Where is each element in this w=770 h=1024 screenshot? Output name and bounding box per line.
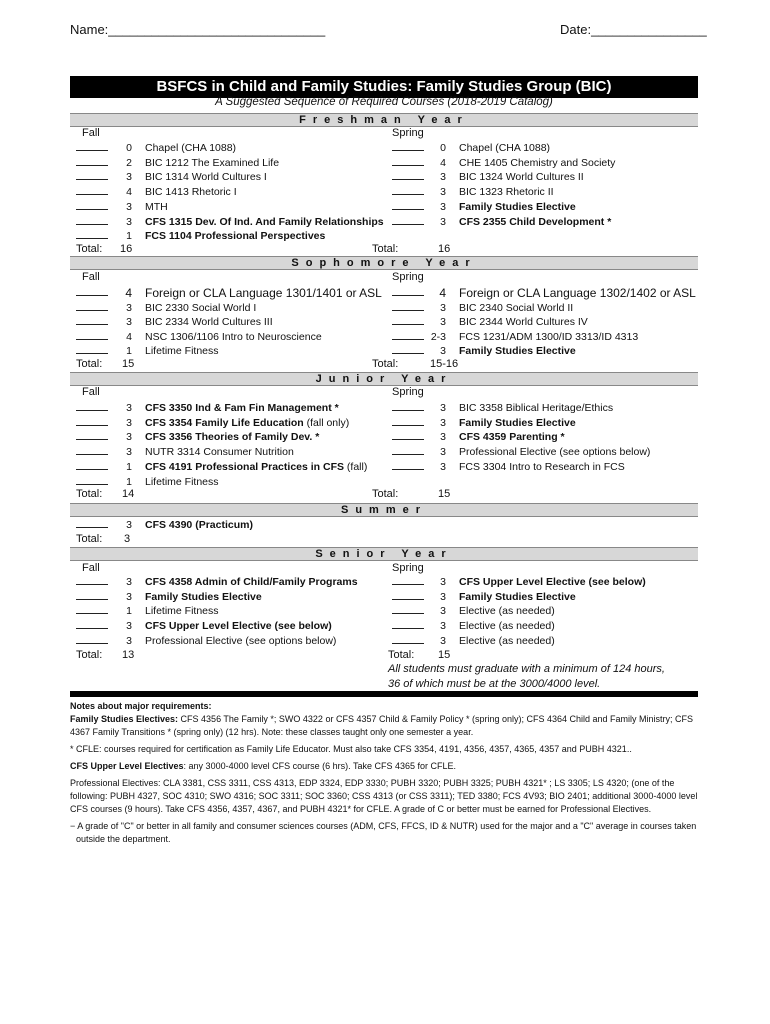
date-field[interactable]: Date:________________ bbox=[560, 22, 707, 37]
course-title: CFS 1315 Dev. Of Ind. And Family Relationships bbox=[145, 215, 384, 228]
course-hours: 3 bbox=[126, 576, 132, 588]
course-row bbox=[0, 185, 700, 199]
course-title: Family Studies Elective bbox=[459, 590, 576, 603]
course-name bbox=[459, 634, 555, 648]
course-title: Elective (as needed) bbox=[459, 605, 555, 618]
junior-spring-label: Spring bbox=[392, 386, 424, 398]
course-row bbox=[0, 401, 700, 415]
sophomore-fall-total-label: Total: bbox=[76, 358, 103, 370]
course-hours: 3 bbox=[440, 620, 446, 633]
course-name bbox=[459, 575, 646, 589]
senior-spring-total: 15 bbox=[438, 649, 451, 661]
course-title: BIC 2334 World Cultures III bbox=[145, 316, 273, 328]
course-hours: 3 bbox=[440, 345, 446, 357]
course-hours: 3 bbox=[440, 402, 446, 414]
course-name bbox=[459, 185, 554, 199]
course-hours: 3 bbox=[126, 446, 132, 459]
course-title: BIC 1212 The Examined Life bbox=[145, 156, 280, 169]
freshman-spring-label: Spring bbox=[392, 127, 424, 139]
course-name bbox=[459, 286, 696, 300]
course-name bbox=[459, 156, 615, 170]
course-name bbox=[459, 215, 611, 229]
course-hours: 3 bbox=[440, 186, 446, 199]
course-row bbox=[0, 575, 700, 589]
course-note: (fall) bbox=[344, 460, 368, 473]
course-hours: 3 bbox=[126, 590, 132, 603]
course-name: CFS 4390 (Practicum) bbox=[145, 519, 253, 531]
upper-text: : any 3000-4000 level CFS course (6 hrs). Take CFS 4365 for CFLE. bbox=[183, 761, 457, 771]
course-hours: 3 bbox=[126, 301, 132, 314]
senior-fall-label: Fall bbox=[82, 562, 100, 574]
course-title: Family Studies Elective bbox=[459, 200, 576, 213]
upper-label: CFS Upper Level Electives bbox=[70, 761, 184, 771]
course-hours: 3 bbox=[440, 171, 446, 184]
course-hours: 2 bbox=[126, 156, 132, 169]
course-name bbox=[459, 170, 584, 184]
course-row bbox=[0, 141, 700, 155]
course-hours: 3 bbox=[126, 215, 132, 228]
course-note: (fall only) bbox=[303, 416, 350, 429]
course-hours: 0 bbox=[126, 142, 132, 154]
course-hours: 3 bbox=[126, 620, 132, 633]
course-title: Family Studies Elective bbox=[459, 416, 576, 429]
course-title: NSC 1306/1106 Intro to Neuroscience bbox=[145, 330, 322, 343]
course-title: CFS 3350 Ind & Fam Fin Management * bbox=[145, 402, 339, 414]
course-title: BIC 3358 Biblical Heritage/Ethics bbox=[459, 402, 614, 414]
course-title: Family Studies Elective bbox=[145, 590, 262, 603]
course-title: NUTR 3314 Consumer Nutrition bbox=[145, 446, 294, 459]
course-hours: 3 bbox=[126, 431, 132, 444]
course-row bbox=[0, 156, 700, 170]
course-row bbox=[0, 170, 700, 184]
course-hours: 1 bbox=[126, 345, 132, 357]
course-title: Chapel (CHA 1088) bbox=[459, 142, 551, 154]
course-title: Lifetime Fitness bbox=[145, 345, 219, 357]
course-name bbox=[459, 445, 650, 459]
freshman-year-bar: Freshman Year bbox=[70, 113, 698, 127]
course-title: FCS 3304 Intro to Research in FCS bbox=[459, 460, 625, 473]
course-name bbox=[459, 200, 576, 214]
sophomore-fall-total: 15 bbox=[122, 358, 135, 370]
course-name bbox=[459, 590, 576, 604]
course-name bbox=[459, 416, 576, 430]
course-row bbox=[0, 215, 700, 229]
senior-spring-label: Spring bbox=[392, 562, 424, 574]
sophomore-fall-label: Fall bbox=[82, 271, 100, 283]
course-hours: 1 bbox=[126, 605, 132, 618]
course-title: BIC 1324 World Cultures II bbox=[459, 171, 584, 184]
course-title: CFS Upper Level Elective (see below) bbox=[145, 620, 332, 633]
course-hours: 4 bbox=[439, 286, 446, 300]
course-title: Foreign or CLA Language 1302/1402 or ASL bbox=[459, 286, 696, 300]
course-hours: 0 bbox=[440, 142, 446, 154]
course-row bbox=[0, 315, 700, 329]
course-hours: 3 bbox=[126, 634, 132, 647]
summer-row bbox=[0, 518, 400, 532]
senior-fall-total-label: Total: bbox=[76, 649, 103, 661]
sophomore-spring-total-label: Total: bbox=[372, 358, 399, 370]
course-name bbox=[459, 141, 550, 155]
grade-note: − A grade of "C" or better in all family and consumer sciences courses (ADM, CFS, FFCS, ID & NUTR) used for the major and a "C" average in courses taken outside the department. bbox=[70, 821, 697, 844]
junior-fall-label: Fall bbox=[82, 386, 100, 398]
course-title: BIC 2340 Social World II bbox=[459, 301, 574, 314]
course-title: CFS 3354 Family Life Education bbox=[145, 416, 304, 429]
course-title: CFS 4359 Parenting * bbox=[459, 431, 565, 444]
course-hours: 3 bbox=[440, 301, 446, 314]
junior-spring-total: 15 bbox=[438, 488, 451, 500]
course-row bbox=[0, 286, 700, 300]
freshman-spring-total: 16 bbox=[438, 243, 451, 255]
course-title: Family Studies Elective bbox=[459, 345, 576, 357]
cfle-note: * CFLE: courses required for certification as Family Life Educator. Must also take CFS 3354, 4191, 4356, 4357, 4365, 4357 and PUBH 4321.. bbox=[70, 744, 632, 754]
course-title: Lifetime Fitness bbox=[145, 475, 219, 488]
sophomore-spring-total: 15-16 bbox=[430, 358, 459, 370]
graduation-note-line1: All students must graduate with a minimum of 124 hours, bbox=[388, 663, 665, 675]
fs-text: CFS 4356 The Family *; SWO 4322 or CFS 4357 Child & Family Policy * (spring only); CFS 4364 Child and Family Ministry; CFS 4367 Family Transitions * (spring only) (12 hrs). Note: these classes taught only one semester a year. bbox=[70, 714, 694, 737]
freshman-fall-label: Fall bbox=[82, 127, 100, 139]
freshman-spring-total-label: Total: bbox=[372, 243, 399, 255]
course-title: Foreign or CLA Language 1301/1401 or ASL bbox=[145, 286, 382, 300]
course-hours: 4 bbox=[126, 330, 132, 343]
junior-year-bar: Junior Year bbox=[70, 372, 698, 386]
course-name bbox=[145, 229, 325, 243]
junior-spring-total-label: Total: bbox=[372, 488, 399, 500]
course-row bbox=[0, 475, 388, 489]
grade-blank[interactable] bbox=[76, 229, 108, 239]
course-hours: 3 bbox=[440, 215, 446, 228]
course-hours: 3 bbox=[126, 402, 132, 414]
course-title: Elective (as needed) bbox=[459, 620, 555, 633]
notes-heading: Notes about major requirements: bbox=[70, 701, 212, 711]
grade-blank[interactable] bbox=[76, 475, 108, 485]
course-hours: 4 bbox=[440, 156, 446, 169]
course-row bbox=[0, 416, 700, 430]
course-row bbox=[0, 460, 700, 474]
course-hours: 3 bbox=[126, 519, 132, 531]
course-title: Professional Elective (see options below) bbox=[145, 634, 337, 647]
course-row bbox=[0, 604, 700, 618]
course-hours: 3 bbox=[440, 416, 446, 429]
name-field[interactable]: Name:______________________________ bbox=[70, 22, 326, 37]
summer-bar: Summer bbox=[70, 503, 698, 517]
junior-fall-total: 14 bbox=[122, 488, 135, 500]
course-title: BIC 2330 Social World I bbox=[145, 301, 257, 314]
course-title: Elective (as needed) bbox=[459, 634, 555, 647]
course-row bbox=[0, 445, 700, 459]
course-hours: 1 bbox=[126, 460, 132, 473]
course-title: CHE 1405 Chemistry and Society bbox=[459, 156, 616, 169]
course-row bbox=[0, 229, 388, 243]
course-title: CFS 3356 Theories of Family Dev. * bbox=[145, 431, 320, 444]
course-hours: 2-3 bbox=[430, 330, 446, 343]
course-title: CFS 4191 Professional Practices in CFS bbox=[145, 460, 344, 473]
course-name bbox=[459, 401, 613, 415]
course-hours: 3 bbox=[126, 316, 132, 328]
course-row bbox=[0, 301, 700, 315]
course-title: BIC 1413 Rhetoric I bbox=[145, 186, 237, 199]
professional-electives-note: Professional Electives: CLA 3381, CSS 3311, CSS 4313, EDP 3324, EDP 3330; PUBH 3320; PUBH 3325; PUBH 4321* ; LS 3305; LS 4320; (one of the following: PUBH 4327, SOC 4310; SWO 4316; SOC 3311; SOC 3360; CSS 4313 (or CSS 3311); TED 3380; FCS 4V93; BIO 2401; additional 3000-4000 level CFS courses (9 hours). Take CFS 4356, 4357, 4367, and PUBH 4321* for CFLE. A grade of C or better must be earned for Professional Electives. bbox=[70, 778, 698, 814]
course-title: Chapel (CHA 1088) bbox=[145, 142, 237, 154]
course-hours: 3 bbox=[440, 200, 446, 213]
course-name bbox=[459, 315, 588, 329]
fs-label: Family Studies Electives: bbox=[70, 714, 179, 724]
course-row bbox=[0, 330, 700, 344]
family-studies-electives-note bbox=[70, 713, 700, 739]
course-hours: 1 bbox=[126, 475, 132, 488]
sophomore-year-bar: Sophomore Year bbox=[70, 256, 698, 270]
junior-fall-total-label: Total: bbox=[76, 488, 103, 500]
course-hours: 3 bbox=[440, 590, 446, 603]
senior-year-bar: Senior Year bbox=[70, 547, 698, 561]
course-row bbox=[0, 200, 700, 214]
course-title: CFS 4358 Admin of Child/Family Programs bbox=[145, 576, 358, 588]
course-title: BIC 1314 World Cultures I bbox=[145, 171, 267, 184]
course-row bbox=[0, 344, 700, 358]
senior-fall-total: 13 bbox=[122, 649, 135, 661]
summer-total-label: Total: bbox=[76, 533, 103, 545]
course-row bbox=[0, 634, 700, 648]
course-title: BIC 1323 Rhetoric II bbox=[459, 186, 554, 199]
course-hours: 3 bbox=[126, 416, 132, 429]
senior-spring-total-label: Total: bbox=[388, 649, 415, 661]
course-name bbox=[459, 604, 555, 618]
course-hours: 3 bbox=[440, 446, 446, 459]
course-hours: 3 bbox=[440, 431, 446, 444]
course-hours: 1 bbox=[126, 230, 132, 243]
course-name bbox=[459, 330, 638, 344]
course-name bbox=[459, 430, 565, 444]
course-hours: 3 bbox=[126, 200, 132, 213]
course-title: MTH bbox=[145, 200, 168, 213]
grade-blank[interactable] bbox=[76, 518, 108, 528]
notes-divider bbox=[70, 691, 698, 697]
graduation-note-line2: 36 of which must be at the 3000/4000 level. bbox=[388, 678, 601, 690]
course-name bbox=[459, 619, 555, 633]
course-title: CFS 2355 Child Development * bbox=[459, 215, 612, 228]
course-name bbox=[459, 460, 625, 474]
course-row bbox=[0, 619, 700, 633]
course-hours: 3 bbox=[440, 634, 446, 647]
summer-total: 3 bbox=[124, 533, 131, 545]
course-hours: 3 bbox=[126, 171, 132, 184]
course-title: CFS Upper Level Elective (see below) bbox=[459, 576, 646, 588]
upper-level-note bbox=[70, 760, 700, 773]
course-title: FCS 1231/ADM 1300/ID 3313/ID 4313 bbox=[459, 330, 639, 343]
freshman-fall-total-label: Total: bbox=[76, 243, 103, 255]
course-row bbox=[0, 430, 700, 444]
course-name bbox=[459, 344, 576, 358]
course-title: FCS 1104 Professional Perspectives bbox=[145, 230, 326, 243]
page-title: BSFCS in Child and Family Studies: Family Studies Group (BIC) bbox=[70, 76, 698, 98]
notes-section bbox=[70, 700, 700, 850]
course-hours: 4 bbox=[125, 286, 132, 300]
course-hours: 3 bbox=[440, 605, 446, 618]
freshman-fall-total: 16 bbox=[120, 243, 133, 255]
course-hours: 3 bbox=[440, 316, 446, 328]
course-hours: 3 bbox=[440, 576, 446, 588]
page-subtitle: A Suggested Sequence of Required Courses (2018-2019 Catalog) bbox=[215, 96, 553, 108]
course-hours: 3 bbox=[440, 460, 446, 473]
course-name bbox=[459, 301, 573, 315]
course-title: Lifetime Fitness bbox=[145, 605, 219, 618]
course-row bbox=[0, 590, 700, 604]
course-name bbox=[145, 475, 219, 489]
sophomore-spring-label: Spring bbox=[392, 271, 424, 283]
course-title: Professional Elective (see options below) bbox=[459, 446, 651, 459]
course-title: BIC 2344 World Cultures IV bbox=[459, 316, 588, 328]
course-hours: 4 bbox=[126, 186, 132, 199]
